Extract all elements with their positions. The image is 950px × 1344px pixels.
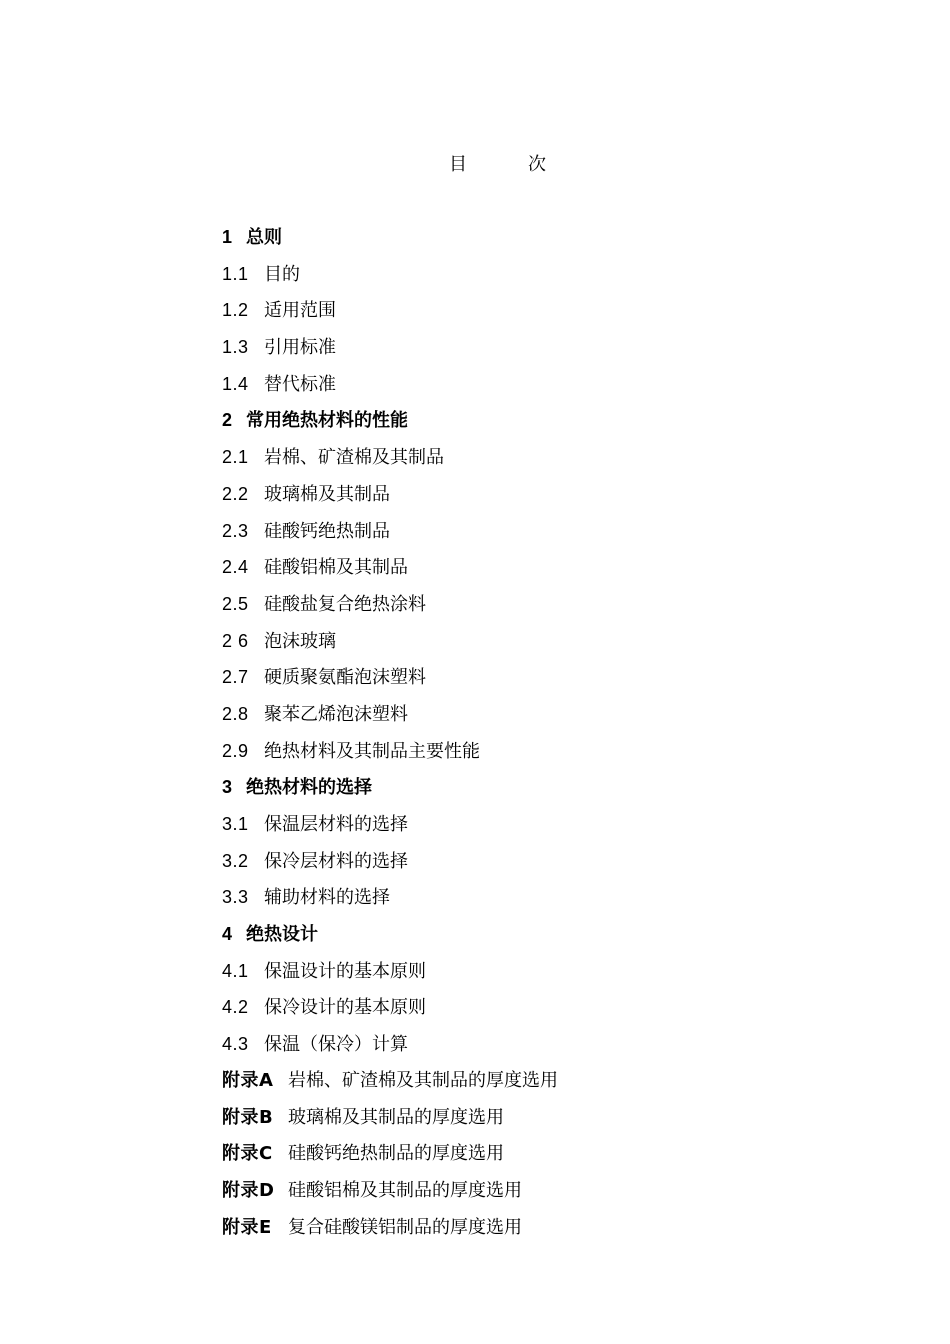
toc-chapter-row[interactable] — [222, 402, 862, 439]
toc-appendix-row[interactable] — [222, 1136, 862, 1173]
toc-entry-title: 玻璃棉及其制品的厚度选用 — [288, 1106, 504, 1128]
toc-section-row[interactable] — [222, 733, 862, 770]
toc-entry-title: 引用标准 — [264, 337, 336, 359]
toc-entry-title: 聚苯乙烯泡沫塑料 — [264, 703, 408, 725]
toc-entry-number: 4.1 — [222, 960, 249, 981]
title-char-2: 次 — [528, 154, 546, 175]
toc-entry-title: 硬质聚氨酯泡沫塑料 — [264, 667, 426, 689]
toc-entry-title: 岩棉、矿渣棉及其制品的厚度选用 — [288, 1069, 558, 1091]
toc-entry-number: 附录B — [222, 1106, 274, 1128]
toc-section-row[interactable] — [222, 953, 862, 990]
toc-appendix-row[interactable] — [222, 1100, 862, 1137]
toc-section-row[interactable] — [222, 806, 862, 843]
toc-entry-title: 泡沫玻璃 — [264, 630, 336, 652]
toc-entry-title: 目的 — [264, 263, 300, 285]
toc-section-row[interactable] — [222, 256, 862, 293]
toc-entry-number: 4.3 — [222, 1034, 249, 1055]
toc-entry-number: 3.1 — [222, 814, 249, 834]
toc-section-row[interactable] — [222, 549, 862, 586]
toc-section-row[interactable] — [222, 513, 862, 550]
toc-entry-title: 保冷层材料的选择 — [264, 850, 408, 872]
toc-entry-title: 绝热材料及其制品主要性能 — [264, 740, 480, 762]
toc-entry-title: 硅酸铝棉及其制品 — [264, 557, 408, 579]
title-char-1: 目 — [449, 154, 467, 175]
toc-entry-number: 1.3 — [222, 337, 249, 358]
toc-entry-number: 2 — [222, 410, 233, 431]
toc-entry-number: 3.2 — [222, 850, 249, 871]
toc-section-row[interactable] — [222, 476, 862, 513]
toc-appendix-row[interactable] — [222, 1063, 862, 1100]
toc-entry-number: 2.4 — [222, 557, 249, 578]
toc-section-row[interactable] — [222, 879, 862, 916]
toc-entry-title: 硅酸铝棉及其制品的厚度选用 — [288, 1179, 522, 1201]
toc-section-row[interactable] — [222, 989, 862, 1026]
toc-entry-title: 辅助材料的选择 — [264, 887, 390, 909]
toc-entry-title: 保温层材料的选择 — [264, 814, 408, 835]
toc-entry-number: 2.8 — [222, 703, 249, 724]
toc-entry-title: 玻璃棉及其制品 — [264, 483, 390, 505]
toc-entry-title: 保温（保冷）计算 — [264, 1034, 408, 1056]
toc-entry-number: 2.2 — [222, 483, 249, 504]
toc-entry-number: 4.2 — [222, 997, 249, 1018]
toc-entry-title: 保冷设计的基本原则 — [264, 997, 426, 1019]
toc-entry-title: 适用范围 — [264, 300, 336, 322]
toc-chapter-row[interactable] — [222, 769, 862, 806]
toc-section-row[interactable] — [222, 696, 862, 733]
table-of-contents — [222, 219, 862, 1246]
toc-appendix-row[interactable] — [222, 1210, 862, 1247]
toc-entry-title: 绝热材料的选择 — [246, 777, 372, 799]
toc-entry-number: 1 — [222, 227, 233, 247]
toc-entry-title: 岩棉、矿渣棉及其制品 — [264, 447, 444, 469]
toc-entry-number: 附录D — [222, 1179, 275, 1201]
toc-entry-number: 3 — [222, 777, 233, 798]
toc-entry-title: 绝热设计 — [246, 924, 318, 946]
toc-entry-number: 附录C — [222, 1143, 273, 1165]
toc-entry-title: 硅酸钙绝热制品的厚度选用 — [288, 1143, 504, 1165]
toc-entry-number: 1.2 — [222, 300, 249, 321]
toc-chapter-row[interactable] — [222, 219, 862, 256]
toc-section-row[interactable] — [222, 1026, 862, 1063]
toc-entry-number: 2.5 — [222, 593, 249, 614]
toc-entry-number: 附录E — [222, 1216, 272, 1238]
toc-section-row[interactable] — [222, 366, 862, 403]
toc-entry-title: 保温设计的基本原则 — [264, 960, 426, 982]
toc-entry-title: 硅酸钙绝热制品 — [264, 520, 390, 542]
toc-entry-number: 2.1 — [222, 447, 249, 468]
toc-chapter-row[interactable] — [222, 916, 862, 953]
toc-section-row[interactable] — [222, 659, 862, 696]
toc-entry-number: 4 — [222, 924, 233, 945]
toc-entry-number: 附录A — [222, 1069, 274, 1091]
toc-appendix-row[interactable] — [222, 1173, 862, 1210]
toc-entry-number: 1.4 — [222, 373, 249, 394]
toc-entry-number: 2 6 — [222, 630, 249, 651]
toc-entry-title: 硅酸盐复合绝热涂料 — [264, 593, 426, 615]
toc-section-row[interactable] — [222, 586, 862, 623]
toc-entry-number: 2.7 — [222, 667, 249, 688]
toc-entry-number: 3.3 — [222, 887, 249, 908]
page-title — [0, 150, 950, 180]
toc-section-row[interactable] — [222, 439, 862, 476]
toc-section-row[interactable] — [222, 843, 862, 880]
toc-section-row[interactable] — [222, 329, 862, 366]
toc-section-row[interactable] — [222, 623, 862, 660]
toc-entry-number: 2.9 — [222, 740, 249, 761]
toc-entry-number: 1.1 — [222, 263, 249, 284]
toc-entry-title: 复合硅酸镁铝制品的厚度选用 — [288, 1216, 522, 1238]
toc-entry-title: 常用绝热材料的性能 — [246, 410, 408, 432]
toc-entry-title: 替代标准 — [264, 373, 336, 395]
toc-entry-number: 2.3 — [222, 520, 249, 541]
toc-section-row[interactable] — [222, 292, 862, 329]
toc-entry-title: 总则 — [246, 227, 282, 248]
